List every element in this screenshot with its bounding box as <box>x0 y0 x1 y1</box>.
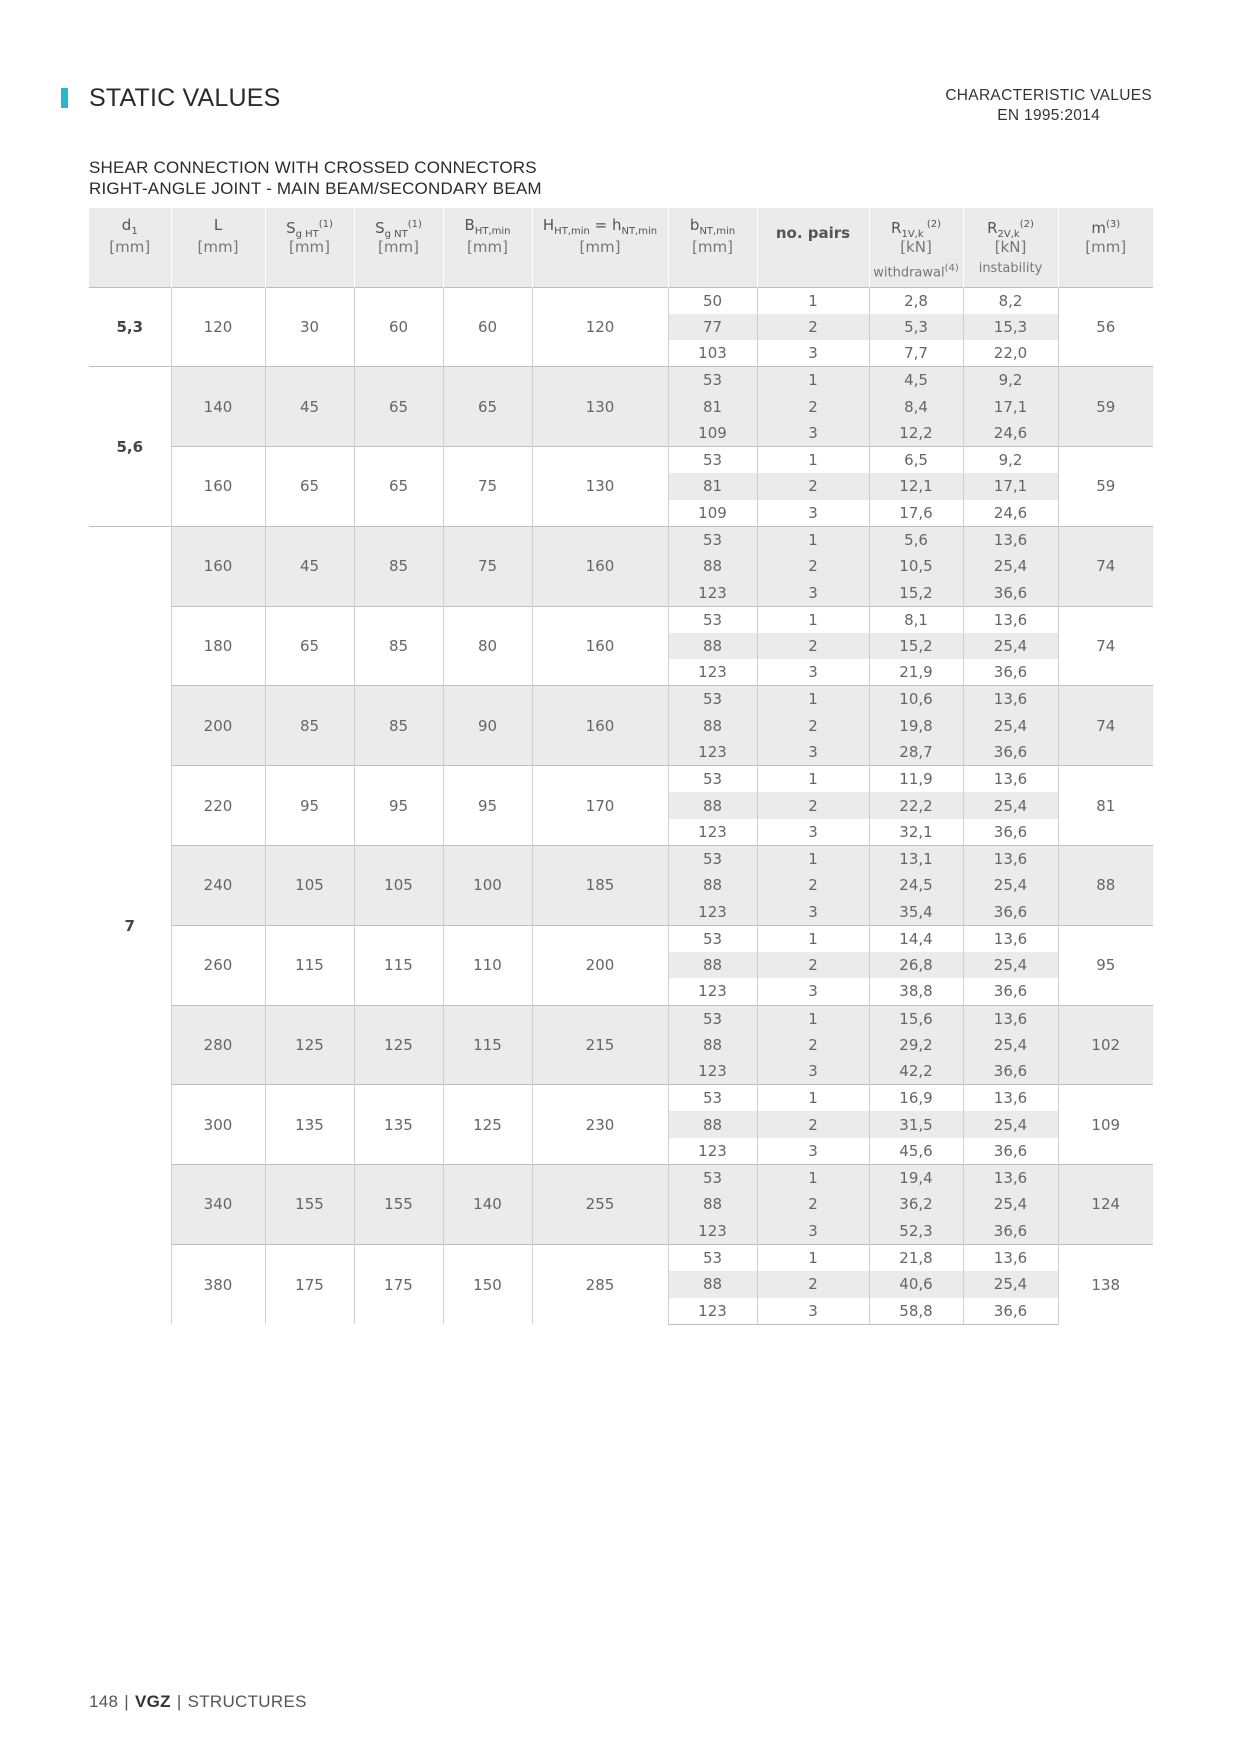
cell-r1v-k: 12,1 <box>869 473 963 500</box>
cell-r2v-k: 9,2 <box>963 447 1058 474</box>
cell-no-pairs: 3 <box>757 580 869 607</box>
cell-b-nt-min: 53 <box>668 367 757 394</box>
cell-h-ht-min: 160 <box>532 526 668 606</box>
cell-r2v-k: 13,6 <box>963 606 1058 633</box>
cell-sg-ht: 125 <box>265 1005 354 1085</box>
cell-b-nt-min: 123 <box>668 899 757 926</box>
header-r1v-k: $R_{1V,k}$ $^{(2)}$ [kN] withdrawal$^{(4)}$ <box>869 208 963 287</box>
table-row <box>89 686 1153 713</box>
cell-no-pairs: 1 <box>757 1085 869 1112</box>
cell-r1v-k: 8,4 <box>869 393 963 420</box>
cell-b-nt-min: 81 <box>668 473 757 500</box>
cell-r2v-k: 25,4 <box>963 952 1058 979</box>
cell-b-nt-min: 109 <box>668 420 757 447</box>
cell-b-nt-min: 88 <box>668 1191 757 1218</box>
cell-r2v-k: 25,4 <box>963 1032 1058 1059</box>
cell-sg-nt: 65 <box>354 447 443 527</box>
cell-b-nt-min: 123 <box>668 1298 757 1325</box>
cell-b-nt-min: 53 <box>668 606 757 633</box>
cell-r1v-k: 5,3 <box>869 314 963 341</box>
cell-r1v-k: 52,3 <box>869 1218 963 1245</box>
cell-r2v-k: 36,6 <box>963 1138 1058 1165</box>
cell-b-nt-min: 53 <box>668 447 757 474</box>
norm-line-1: CHARACTERISTIC VALUES <box>945 87 1152 104</box>
cell-r1v-k: 36,2 <box>869 1191 963 1218</box>
cell-b-ht-min: 140 <box>443 1165 532 1245</box>
cell-h-ht-min: 255 <box>532 1165 668 1245</box>
cell-b-nt-min: 53 <box>668 526 757 553</box>
cell-b-ht-min: 65 <box>443 367 532 447</box>
cell-r1v-k: 29,2 <box>869 1032 963 1059</box>
table-header-row <box>89 208 1153 287</box>
cell-b-nt-min: 88 <box>668 792 757 819</box>
cell-r1v-k: 22,2 <box>869 792 963 819</box>
cell-no-pairs: 1 <box>757 1244 869 1271</box>
cell-r2v-k: 25,4 <box>963 872 1058 899</box>
cell-m: 74 <box>1058 606 1153 686</box>
cell-sg-ht: 45 <box>265 367 354 447</box>
table-row <box>89 1085 1153 1112</box>
cell-r1v-k: 13,1 <box>869 845 963 872</box>
cell-r1v-k: 4,5 <box>869 367 963 394</box>
cell-b-nt-min: 123 <box>668 1138 757 1165</box>
cell-b-nt-min: 53 <box>668 845 757 872</box>
cell-r2v-k: 13,6 <box>963 845 1058 872</box>
cell-b-nt-min: 109 <box>668 500 757 527</box>
cell-r1v-k: 12,2 <box>869 420 963 447</box>
cell-m: 138 <box>1058 1244 1153 1324</box>
cell-r2v-k: 13,6 <box>963 1085 1058 1112</box>
header-sg-ht: $S_{g HT}^{(1)}$ [mm] <box>265 208 354 287</box>
cell-d1: 7 <box>89 526 171 1324</box>
cell-no-pairs: 2 <box>757 1191 869 1218</box>
cell-r1v-k: 32,1 <box>869 819 963 846</box>
cell-sg-nt: 125 <box>354 1005 443 1085</box>
cell-no-pairs: 1 <box>757 1165 869 1192</box>
cell-b-nt-min: 123 <box>668 1218 757 1245</box>
cell-b-ht-min: 75 <box>443 447 532 527</box>
cell-b-nt-min: 50 <box>668 287 757 314</box>
cell-h-ht-min: 200 <box>532 925 668 1005</box>
table-row <box>89 925 1153 952</box>
header-b-ht-min: $B_{HT,min}$ [mm] <box>443 208 532 287</box>
norm-line-2: EN 1995:2014 <box>997 107 1101 124</box>
cell-no-pairs: 3 <box>757 1138 869 1165</box>
cell-length: 240 <box>171 845 265 925</box>
cell-b-ht-min: 125 <box>443 1085 532 1165</box>
footer-separator: | <box>176 1692 182 1711</box>
cell-h-ht-min: 130 <box>532 367 668 447</box>
cell-b-nt-min: 123 <box>668 819 757 846</box>
cell-r1v-k: 42,2 <box>869 1058 963 1085</box>
cell-r1v-k: 6,5 <box>869 447 963 474</box>
cell-sg-ht: 95 <box>265 766 354 846</box>
cell-b-nt-min: 123 <box>668 978 757 1005</box>
cell-r1v-k: 2,8 <box>869 287 963 314</box>
cell-m: 124 <box>1058 1165 1153 1245</box>
cell-b-nt-min: 88 <box>668 1032 757 1059</box>
cell-length: 200 <box>171 686 265 766</box>
cell-r2v-k: 25,4 <box>963 1271 1058 1298</box>
cell-r2v-k: 22,0 <box>963 340 1058 367</box>
cell-r2v-k: 25,4 <box>963 713 1058 740</box>
cell-r1v-k: 21,9 <box>869 659 963 686</box>
cell-b-nt-min: 123 <box>668 580 757 607</box>
cell-r1v-k: 15,2 <box>869 580 963 607</box>
cell-no-pairs: 3 <box>757 500 869 527</box>
cell-length: 160 <box>171 447 265 527</box>
cell-sg-nt: 155 <box>354 1165 443 1245</box>
cell-b-nt-min: 123 <box>668 1058 757 1085</box>
cell-r1v-k: 10,5 <box>869 553 963 580</box>
cell-r2v-k: 36,6 <box>963 819 1058 846</box>
cell-sg-ht: 105 <box>265 845 354 925</box>
cell-r1v-k: 14,4 <box>869 925 963 952</box>
cell-r2v-k: 13,6 <box>963 1165 1058 1192</box>
cell-r2v-k: 13,6 <box>963 686 1058 713</box>
section-accent-bar <box>61 88 68 108</box>
header-b-nt-min: $b_{NT,min}$ [mm] <box>668 208 757 287</box>
cell-b-nt-min: 53 <box>668 1165 757 1192</box>
cell-no-pairs: 2 <box>757 314 869 341</box>
cell-length: 300 <box>171 1085 265 1165</box>
cell-no-pairs: 2 <box>757 393 869 420</box>
cell-b-nt-min: 53 <box>668 925 757 952</box>
cell-m: 95 <box>1058 925 1153 1005</box>
cell-r2v-k: 25,4 <box>963 792 1058 819</box>
header-h-ht-min: $H_{HT,min} = h_{NT,min}$ [mm] <box>532 208 668 287</box>
cell-b-ht-min: 110 <box>443 925 532 1005</box>
header-r2v-k: $R_{2V,k}^{(2)}$ [kN] instability <box>963 208 1058 287</box>
cell-no-pairs: 2 <box>757 713 869 740</box>
cell-sg-ht: 65 <box>265 447 354 527</box>
header-m: $m^{(3)}$ [mm] <box>1058 208 1153 287</box>
header-length: L [mm] <box>171 208 265 287</box>
cell-r2v-k: 36,6 <box>963 580 1058 607</box>
cell-m: 81 <box>1058 766 1153 846</box>
cell-r1v-k: 24,5 <box>869 872 963 899</box>
cell-b-nt-min: 88 <box>668 713 757 740</box>
cell-no-pairs: 2 <box>757 872 869 899</box>
cell-b-ht-min: 60 <box>443 287 532 367</box>
cell-length: 220 <box>171 766 265 846</box>
cell-r1v-k: 26,8 <box>869 952 963 979</box>
table-title <box>89 157 542 199</box>
cell-m: 109 <box>1058 1085 1153 1165</box>
cell-r1v-k: 16,9 <box>869 1085 963 1112</box>
cell-b-ht-min: 95 <box>443 766 532 846</box>
cell-b-nt-min: 88 <box>668 553 757 580</box>
cell-d1: 5,6 <box>89 367 171 527</box>
cell-sg-nt: 85 <box>354 606 443 686</box>
cell-no-pairs: 2 <box>757 1032 869 1059</box>
cell-r1v-k: 19,4 <box>869 1165 963 1192</box>
cell-d1: 5,3 <box>89 287 171 367</box>
cell-r1v-k: 38,8 <box>869 978 963 1005</box>
cell-no-pairs: 3 <box>757 1218 869 1245</box>
cell-no-pairs: 3 <box>757 659 869 686</box>
cell-r2v-k: 25,4 <box>963 1111 1058 1138</box>
cell-no-pairs: 2 <box>757 473 869 500</box>
table-row <box>89 766 1153 793</box>
cell-no-pairs: 3 <box>757 819 869 846</box>
cell-no-pairs: 2 <box>757 952 869 979</box>
cell-no-pairs: 1 <box>757 606 869 633</box>
cell-h-ht-min: 285 <box>532 1244 668 1324</box>
cell-r1v-k: 11,9 <box>869 766 963 793</box>
cell-r2v-k: 24,6 <box>963 500 1058 527</box>
cell-r1v-k: 40,6 <box>869 1271 963 1298</box>
cell-no-pairs: 3 <box>757 739 869 766</box>
cell-r1v-k: 5,6 <box>869 526 963 553</box>
cell-sg-ht: 85 <box>265 686 354 766</box>
page-number: 148 <box>89 1692 119 1711</box>
cell-h-ht-min: 170 <box>532 766 668 846</box>
cell-r2v-k: 36,6 <box>963 978 1058 1005</box>
cell-r1v-k: 28,7 <box>869 739 963 766</box>
cell-no-pairs: 1 <box>757 686 869 713</box>
cell-no-pairs: 2 <box>757 553 869 580</box>
cell-no-pairs: 1 <box>757 367 869 394</box>
cell-r2v-k: 9,2 <box>963 367 1058 394</box>
cell-no-pairs: 3 <box>757 420 869 447</box>
cell-length: 280 <box>171 1005 265 1085</box>
cell-no-pairs: 3 <box>757 1058 869 1085</box>
table-row <box>89 526 1153 553</box>
cell-r1v-k: 31,5 <box>869 1111 963 1138</box>
cell-h-ht-min: 120 <box>532 287 668 367</box>
cell-sg-nt: 105 <box>354 845 443 925</box>
cell-b-ht-min: 80 <box>443 606 532 686</box>
cell-sg-nt: 115 <box>354 925 443 1005</box>
cell-no-pairs: 1 <box>757 1005 869 1032</box>
cell-no-pairs: 3 <box>757 340 869 367</box>
cell-no-pairs: 1 <box>757 287 869 314</box>
cell-r2v-k: 13,6 <box>963 925 1058 952</box>
table-title-line-2: RIGHT-ANGLE JOINT - MAIN BEAM/SECONDARY BEAM <box>89 179 542 198</box>
cell-no-pairs: 3 <box>757 899 869 926</box>
cell-sg-ht: 115 <box>265 925 354 1005</box>
cell-r2v-k: 24,6 <box>963 420 1058 447</box>
cell-b-nt-min: 88 <box>668 1271 757 1298</box>
cell-b-nt-min: 123 <box>668 739 757 766</box>
cell-m: 56 <box>1058 287 1153 367</box>
header-d1: $d_1$ [mm] <box>89 208 171 287</box>
cell-sg-nt: 85 <box>354 686 443 766</box>
cell-b-ht-min: 100 <box>443 845 532 925</box>
cell-no-pairs: 1 <box>757 447 869 474</box>
cell-sg-nt: 85 <box>354 526 443 606</box>
cell-length: 340 <box>171 1165 265 1245</box>
page-footer <box>89 1692 307 1712</box>
cell-b-nt-min: 53 <box>668 1005 757 1032</box>
header-no-pairs: no. pairs <box>757 208 869 287</box>
cell-h-ht-min: 230 <box>532 1085 668 1165</box>
cell-r2v-k: 13,6 <box>963 526 1058 553</box>
cell-b-nt-min: 103 <box>668 340 757 367</box>
cell-length: 160 <box>171 526 265 606</box>
cell-sg-nt: 95 <box>354 766 443 846</box>
cell-sg-ht: 175 <box>265 1244 354 1324</box>
cell-m: 102 <box>1058 1005 1153 1085</box>
table-title-line-1: SHEAR CONNECTION WITH CROSSED CONNECTORS <box>89 158 537 177</box>
cell-r2v-k: 36,6 <box>963 659 1058 686</box>
cell-h-ht-min: 215 <box>532 1005 668 1085</box>
cell-no-pairs: 1 <box>757 845 869 872</box>
cell-sg-ht: 135 <box>265 1085 354 1165</box>
page-section-title: STATIC VALUES <box>89 84 281 112</box>
cell-r2v-k: 25,4 <box>963 1191 1058 1218</box>
cell-b-nt-min: 53 <box>668 766 757 793</box>
cell-r2v-k: 25,4 <box>963 553 1058 580</box>
cell-r2v-k: 8,2 <box>963 287 1058 314</box>
cell-length: 380 <box>171 1244 265 1324</box>
cell-sg-nt: 60 <box>354 287 443 367</box>
cell-m: 59 <box>1058 447 1153 527</box>
table-row <box>89 1244 1153 1271</box>
cell-no-pairs: 3 <box>757 978 869 1005</box>
cell-b-ht-min: 150 <box>443 1244 532 1324</box>
cell-m: 74 <box>1058 526 1153 606</box>
cell-sg-ht: 30 <box>265 287 354 367</box>
cell-r2v-k: 15,3 <box>963 314 1058 341</box>
cell-sg-ht: 45 <box>265 526 354 606</box>
footer-separator: | <box>124 1692 129 1711</box>
cell-r1v-k: 58,8 <box>869 1298 963 1325</box>
norm-reference <box>945 86 1152 126</box>
cell-b-ht-min: 75 <box>443 526 532 606</box>
static-values-table <box>89 208 1153 1325</box>
cell-length: 120 <box>171 287 265 367</box>
cell-r2v-k: 36,6 <box>963 1058 1058 1085</box>
cell-sg-ht: 65 <box>265 606 354 686</box>
footer-section: STRUCTURES <box>187 1692 307 1711</box>
cell-r1v-k: 45,6 <box>869 1138 963 1165</box>
table-body <box>89 287 1153 1324</box>
cell-b-nt-min: 53 <box>668 1244 757 1271</box>
table-row <box>89 447 1153 474</box>
cell-m: 59 <box>1058 367 1153 447</box>
cell-r2v-k: 13,6 <box>963 1244 1058 1271</box>
cell-r1v-k: 17,6 <box>869 500 963 527</box>
cell-h-ht-min: 130 <box>532 447 668 527</box>
cell-r1v-k: 7,7 <box>869 340 963 367</box>
cell-sg-ht: 155 <box>265 1165 354 1245</box>
cell-r1v-k: 10,6 <box>869 686 963 713</box>
cell-b-ht-min: 115 <box>443 1005 532 1085</box>
cell-h-ht-min: 185 <box>532 845 668 925</box>
cell-no-pairs: 3 <box>757 1298 869 1325</box>
cell-r2v-k: 25,4 <box>963 633 1058 660</box>
cell-r1v-k: 19,8 <box>869 713 963 740</box>
cell-no-pairs: 2 <box>757 1271 869 1298</box>
cell-b-nt-min: 88 <box>668 952 757 979</box>
cell-sg-nt: 65 <box>354 367 443 447</box>
cell-r1v-k: 15,6 <box>869 1005 963 1032</box>
cell-b-nt-min: 123 <box>668 659 757 686</box>
cell-r2v-k: 17,1 <box>963 393 1058 420</box>
header-sg-nt: $S_{g NT}^{(1)}$ [mm] <box>354 208 443 287</box>
table-row <box>89 845 1153 872</box>
cell-b-nt-min: 53 <box>668 1085 757 1112</box>
cell-r1v-k: 8,1 <box>869 606 963 633</box>
table-row <box>89 1165 1153 1192</box>
cell-r2v-k: 36,6 <box>963 1218 1058 1245</box>
cell-r2v-k: 36,6 <box>963 899 1058 926</box>
cell-b-nt-min: 53 <box>668 686 757 713</box>
cell-no-pairs: 2 <box>757 633 869 660</box>
cell-r2v-k: 13,6 <box>963 1005 1058 1032</box>
cell-r1v-k: 21,8 <box>869 1244 963 1271</box>
cell-no-pairs: 1 <box>757 526 869 553</box>
cell-no-pairs: 2 <box>757 792 869 819</box>
cell-b-ht-min: 90 <box>443 686 532 766</box>
cell-r2v-k: 36,6 <box>963 1298 1058 1325</box>
table-row <box>89 367 1153 394</box>
cell-r2v-k: 17,1 <box>963 473 1058 500</box>
cell-no-pairs: 1 <box>757 766 869 793</box>
cell-no-pairs: 2 <box>757 1111 869 1138</box>
cell-m: 74 <box>1058 686 1153 766</box>
cell-length: 140 <box>171 367 265 447</box>
cell-m: 88 <box>1058 845 1153 925</box>
cell-h-ht-min: 160 <box>532 606 668 686</box>
cell-length: 180 <box>171 606 265 686</box>
cell-sg-nt: 135 <box>354 1085 443 1165</box>
cell-b-nt-min: 88 <box>668 1111 757 1138</box>
footer-brand: VGZ <box>134 1692 171 1711</box>
cell-sg-nt: 175 <box>354 1244 443 1324</box>
cell-b-nt-min: 88 <box>668 633 757 660</box>
table-row <box>89 287 1153 314</box>
cell-b-nt-min: 77 <box>668 314 757 341</box>
cell-no-pairs: 1 <box>757 925 869 952</box>
cell-r2v-k: 36,6 <box>963 739 1058 766</box>
cell-h-ht-min: 160 <box>532 686 668 766</box>
cell-r2v-k: 13,6 <box>963 766 1058 793</box>
cell-b-nt-min: 81 <box>668 393 757 420</box>
cell-r1v-k: 15,2 <box>869 633 963 660</box>
cell-r1v-k: 35,4 <box>869 899 963 926</box>
cell-b-nt-min: 88 <box>668 872 757 899</box>
table-row <box>89 606 1153 633</box>
cell-length: 260 <box>171 925 265 1005</box>
table-row <box>89 1005 1153 1032</box>
